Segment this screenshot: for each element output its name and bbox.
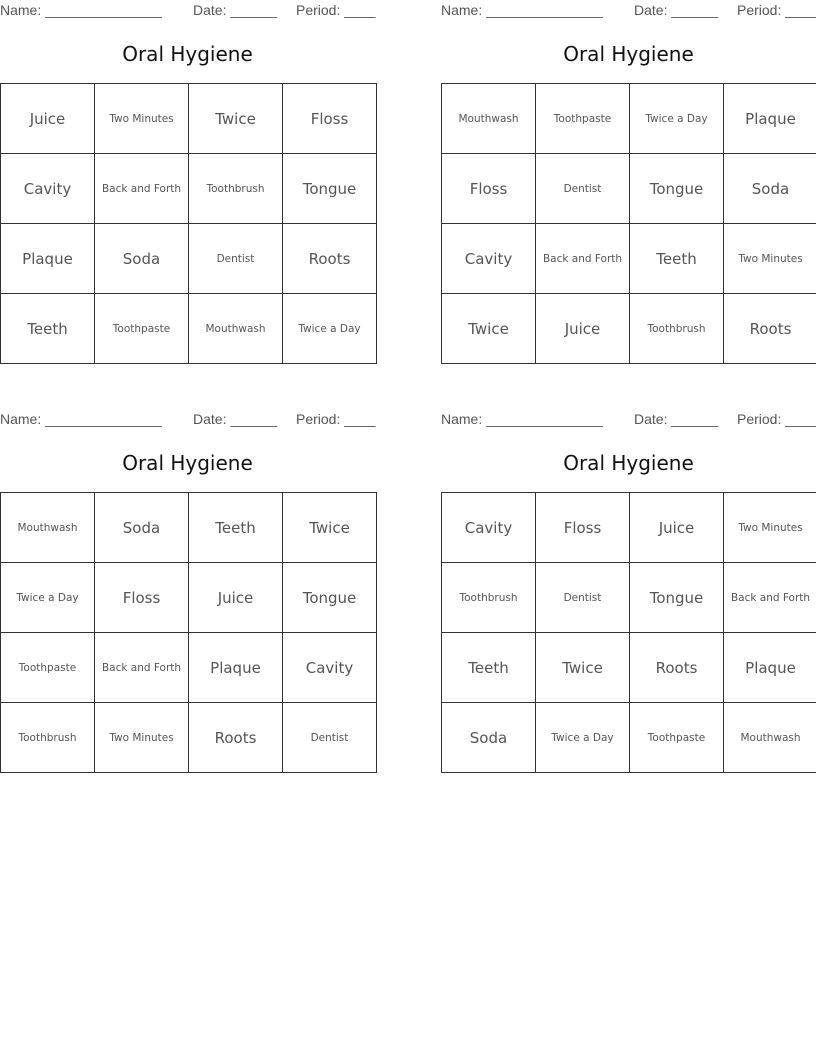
- bingo-cell: Soda: [442, 703, 535, 772]
- bingo-cell: Juice: [536, 294, 629, 363]
- student-info-header: [441, 2, 816, 20]
- bingo-cell: Plaque: [1, 224, 94, 293]
- bingo-cell: Toothbrush: [1, 703, 94, 772]
- student-info-header: [441, 411, 816, 429]
- card-title: Oral Hygiene: [563, 42, 694, 66]
- card-title: Oral Hygiene: [563, 451, 694, 475]
- bingo-cell: Twice a Day: [536, 703, 629, 772]
- bingo-card-2: [441, 0, 816, 364]
- bingo-cell: Cavity: [1, 154, 94, 223]
- bingo-cell: Toothbrush: [189, 154, 282, 223]
- period-field: Period: ____: [737, 411, 816, 427]
- bingo-cell: Floss: [442, 154, 535, 223]
- name-field: Name: _______________: [441, 411, 603, 427]
- bingo-grid: [441, 492, 816, 773]
- student-info-header: [0, 411, 380, 429]
- bingo-cell: Twice: [442, 294, 535, 363]
- bingo-cell: Toothpaste: [536, 84, 629, 153]
- bingo-cell: Roots: [189, 703, 282, 772]
- bingo-cell: Teeth: [630, 224, 723, 293]
- bingo-cell: Tongue: [630, 563, 723, 632]
- bingo-cell: Two Minutes: [724, 224, 816, 293]
- bingo-cell: Plaque: [724, 633, 816, 702]
- bingo-cell: Two Minutes: [95, 703, 188, 772]
- student-info-header: [0, 2, 380, 20]
- bingo-cell: Twice: [283, 493, 376, 562]
- bingo-card-1: [0, 0, 375, 364]
- card-title: Oral Hygiene: [122, 451, 253, 475]
- bingo-cell: Back and Forth: [95, 633, 188, 702]
- bingo-cell: Mouthwash: [442, 84, 535, 153]
- name-field: Name: _______________: [441, 2, 603, 18]
- bingo-card-4: [441, 409, 816, 773]
- bingo-cell: Cavity: [283, 633, 376, 702]
- name-field: Name: _______________: [0, 2, 162, 18]
- bingo-cell: Soda: [95, 224, 188, 293]
- bingo-cell: Roots: [283, 224, 376, 293]
- bingo-cell: Toothbrush: [630, 294, 723, 363]
- name-field: Name: _______________: [0, 411, 162, 427]
- period-field: Period: ____: [296, 411, 376, 427]
- bingo-cell: Dentist: [283, 703, 376, 772]
- bingo-cell: Teeth: [442, 633, 535, 702]
- bingo-cell: Teeth: [1, 294, 94, 363]
- bingo-card-3: [0, 409, 375, 773]
- period-field: Period: ____: [737, 2, 816, 18]
- bingo-cell: Dentist: [189, 224, 282, 293]
- period-field: Period: ____: [296, 2, 376, 18]
- bingo-cell: Cavity: [442, 493, 535, 562]
- bingo-cell: Teeth: [189, 493, 282, 562]
- bingo-cell: Two Minutes: [95, 84, 188, 153]
- bingo-cell: Back and Forth: [95, 154, 188, 223]
- bingo-cell: Plaque: [189, 633, 282, 702]
- bingo-cell: Twice a Day: [1, 563, 94, 632]
- bingo-cell: Twice a Day: [630, 84, 723, 153]
- bingo-cell: Two Minutes: [724, 493, 816, 562]
- bingo-cell: Dentist: [536, 154, 629, 223]
- bingo-grid: [441, 83, 816, 364]
- bingo-cell: Roots: [630, 633, 723, 702]
- bingo-cell: Twice a Day: [283, 294, 376, 363]
- bingo-cell: Plaque: [724, 84, 816, 153]
- bingo-grid: [0, 83, 377, 364]
- bingo-cell: Tongue: [630, 154, 723, 223]
- bingo-cell: Mouthwash: [724, 703, 816, 772]
- bingo-grid: [0, 492, 377, 773]
- date-field: Date: ______: [193, 2, 278, 18]
- bingo-cell: Floss: [283, 84, 376, 153]
- bingo-cell: Toothpaste: [630, 703, 723, 772]
- bingo-cell: Tongue: [283, 563, 376, 632]
- bingo-cell: Roots: [724, 294, 816, 363]
- bingo-cell: Cavity: [442, 224, 535, 293]
- bingo-cell: Soda: [724, 154, 816, 223]
- bingo-cell: Toothpaste: [95, 294, 188, 363]
- bingo-cell: Juice: [189, 563, 282, 632]
- bingo-cell: Mouthwash: [1, 493, 94, 562]
- bingo-cell: Dentist: [536, 563, 629, 632]
- date-field: Date: ______: [634, 2, 719, 18]
- card-title: Oral Hygiene: [122, 42, 253, 66]
- bingo-cell: Floss: [536, 493, 629, 562]
- bingo-cell: Mouthwash: [189, 294, 282, 363]
- bingo-cell: Twice: [536, 633, 629, 702]
- bingo-cell: Toothbrush: [442, 563, 535, 632]
- date-field: Date: ______: [634, 411, 719, 427]
- bingo-cell: Twice: [189, 84, 282, 153]
- bingo-cell: Floss: [95, 563, 188, 632]
- date-field: Date: ______: [193, 411, 278, 427]
- bingo-cell: Back and Forth: [536, 224, 629, 293]
- bingo-cell: Toothpaste: [1, 633, 94, 702]
- bingo-cell: Soda: [95, 493, 188, 562]
- bingo-cell: Juice: [1, 84, 94, 153]
- bingo-cell: Juice: [630, 493, 723, 562]
- bingo-cell: Back and Forth: [724, 563, 816, 632]
- bingo-cell: Tongue: [283, 154, 376, 223]
